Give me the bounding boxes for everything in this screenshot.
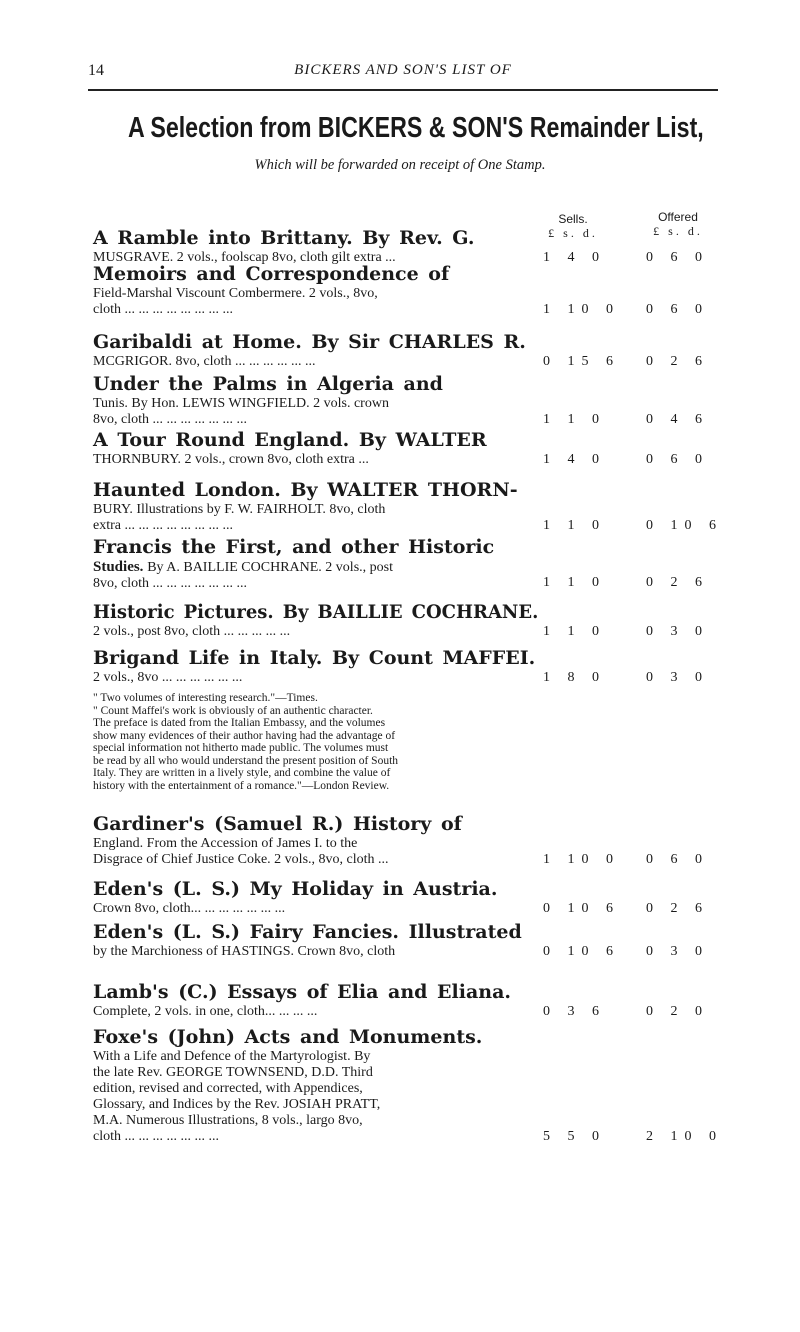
offered-price: 0 3 0 <box>646 670 709 685</box>
book-description-line: Complete, 2 vols. in one, cloth... ... ... ... <box>93 1004 318 1019</box>
review-quote-line: The preface is dated from the Italian Embassy, and the volumes <box>93 717 386 729</box>
offered-label: Offered <box>658 210 698 224</box>
book-entry <box>93 330 733 370</box>
sells-price: 1 4 0 <box>543 250 606 265</box>
sells-price: 1 1 0 <box>543 575 606 590</box>
review-quote-line: " Two volumes of interesting research."—Times. <box>93 692 318 704</box>
book-entry <box>93 535 733 592</box>
sells-price: 1 10 0 <box>543 302 620 317</box>
book-entry <box>93 600 733 640</box>
book-description-line: BURY. Illustrations by F. W. FAIRHOLT. 8vo, cloth <box>93 502 386 517</box>
offered-price: 0 2 6 <box>646 354 709 369</box>
book-description-row <box>93 559 538 576</box>
review-quote-line: be read by all who would understand the present position of South <box>93 754 399 767</box>
book-title-continuation: Studies. <box>93 559 148 575</box>
review-quote-line: history with the entertainment of a romance."—London Review. <box>93 779 390 792</box>
offered-price: 0 6 0 <box>646 250 709 265</box>
book-description-line: edition, revised and corrected, with Appendices, <box>93 1081 363 1096</box>
sells-price: 1 4 0 <box>543 452 606 467</box>
book-description-line: By A. BAILLIE COCHRANE. 2 vols., post <box>147 560 393 575</box>
book-title: Brigand Life in Italy. By Count MAFFEI. <box>93 647 536 669</box>
book-description-line: MUSGRAVE. 2 vols., foolscap 8vo, cloth gilt extra ... <box>93 250 396 265</box>
book-description-line: 8vo, cloth ... ... ... ... ... ... ... <box>93 576 247 591</box>
book-entry <box>93 646 733 792</box>
sells-price: 5 5 0 <box>543 1129 606 1144</box>
book-title: Garibaldi at Home. By Sir CHARLES R. <box>93 331 526 353</box>
offered-price: 0 3 0 <box>646 624 709 639</box>
book-description-line: England. From the Accession of James I. to the <box>93 836 358 851</box>
sells-price: 1 8 0 <box>543 670 606 685</box>
sells-price: 1 1 0 <box>543 624 606 639</box>
offered-price: 0 6 0 <box>646 852 709 867</box>
book-description-line: Tunis. By Hon. LEWIS WINGFIELD. 2 vols. crown <box>93 396 389 411</box>
book-title: Historic Pictures. By BAILLIE COCHRANE. <box>93 601 539 623</box>
offered-units: £ s. d. <box>653 224 703 238</box>
book-title: Francis the First, and other Historic <box>93 536 495 558</box>
page-number: 14 <box>88 62 104 79</box>
review-quotes <box>93 692 733 792</box>
book-description-line: THORNBURY. 2 vols., crown 8vo, cloth extra ... <box>93 452 369 467</box>
offered-price: 0 4 6 <box>646 412 709 427</box>
book-description-line: MCGRIGOR. 8vo, cloth ... ... ... ... ... ... <box>93 354 316 369</box>
book-description-line: M.A. Numerous Illustrations, 8 vols., largo 8vo, <box>93 1113 363 1128</box>
page-subtitle: Which will be forwarded on receipt of One Stamp. <box>254 157 546 173</box>
offered-price: 0 3 0 <box>646 944 709 959</box>
book-title: Eden's (L. S.) Fairy Fancies. Illustrated <box>93 921 522 943</box>
book-description-line: Glossary, and Indices by the Rev. JOSIAH PRATT, <box>93 1097 381 1112</box>
offered-price: 0 2 0 <box>646 1004 709 1019</box>
book-description-line: cloth ... ... ... ... ... ... ... ... <box>93 302 233 317</box>
header-rule <box>88 89 718 91</box>
book-entry <box>93 877 733 917</box>
sells-price: 0 10 6 <box>543 944 620 959</box>
book-entry <box>93 812 733 868</box>
offered-price: 0 6 0 <box>646 452 709 467</box>
sells-price: 0 3 6 <box>543 1004 606 1019</box>
page-title: A Selection from BICKERS & SON'S Remainder List, <box>128 112 704 144</box>
page-header <box>88 62 718 84</box>
sells-label: Sells. <box>558 212 588 226</box>
book-title: Haunted London. By WALTER THORN- <box>93 479 518 501</box>
book-title: Eden's (L. S.) My Holiday in Austria. <box>93 878 498 900</box>
book-title: Memoirs and Correspondence of <box>93 263 450 285</box>
review-quote-line: special information not hitherto made public. The volumes must <box>93 742 389 754</box>
review-quote-line: " Count Maffei's work is obviously of an authentic character. <box>93 704 373 717</box>
sells-price: 0 15 6 <box>543 354 620 369</box>
sells-price: 1 1 0 <box>543 412 606 427</box>
book-description-line: the late Rev. GEORGE TOWNSEND, D.D. Third <box>93 1065 373 1080</box>
book-title: A Ramble into Brittany. By Rev. G. <box>93 227 475 249</box>
book-description-line: cloth ... ... ... ... ... ... ... <box>93 1129 219 1144</box>
book-entry <box>93 920 733 960</box>
running-title: BICKERS AND SON'S LIST OF <box>294 62 512 78</box>
book-entry <box>93 372 733 428</box>
book-entry <box>93 262 733 318</box>
book-description-line: Disgrace of Chief Justice Coke. 2 vols., 8vo, cloth ... <box>93 852 389 867</box>
sells-units: £ s. d. <box>548 226 598 240</box>
book-entry <box>93 980 733 1020</box>
book-description-line: Field-Marshal Viscount Combermere. 2 vols., 8vo, <box>93 286 378 301</box>
offered-price: 0 2 6 <box>646 901 709 916</box>
book-description-line: extra ... ... ... ... ... ... ... ... <box>93 518 233 533</box>
book-entry <box>93 478 733 534</box>
book-description-line: 2 vols., 8vo ... ... ... ... ... ... <box>93 670 243 685</box>
book-title: Foxe's (John) Acts and Monuments. <box>93 1026 483 1048</box>
review-quote-line: Italy. They are written in a lively style, and combine the value of <box>93 767 391 779</box>
book-title: Lamb's (C.) Essays of Elia and Eliana. <box>93 981 512 1003</box>
book-description-line: With a Life and Defence of the Martyrologist. By <box>93 1049 371 1064</box>
sells-price: 0 10 6 <box>543 901 620 916</box>
book-title: A Tour Round England. By WALTER <box>93 429 487 451</box>
offered-price: 2 10 0 <box>646 1129 723 1144</box>
sells-price: 1 10 0 <box>543 852 620 867</box>
review-quote-line: show many evidences of their author having had the advantage of <box>93 729 396 742</box>
offered-price: 0 6 0 <box>646 302 709 317</box>
book-description-line: 2 vols., post 8vo, cloth ... ... ... ... ... <box>93 624 291 639</box>
offered-price: 0 2 6 <box>646 575 709 590</box>
book-entry <box>93 1025 733 1145</box>
book-title: Gardiner's (Samuel R.) History of <box>93 813 462 835</box>
book-title: Under the Palms in Algeria and <box>93 373 443 395</box>
book-description-line: by the Marchioness of HASTINGS. Crown 8vo, cloth <box>93 944 396 959</box>
book-description-line: 8vo, cloth ... ... ... ... ... ... ... <box>93 412 247 427</box>
offered-price: 0 10 6 <box>646 518 723 533</box>
sells-price: 1 1 0 <box>543 518 606 533</box>
book-entry <box>93 428 733 468</box>
book-description-line: Crown 8vo, cloth... ... ... ... ... ... ... <box>93 901 286 916</box>
book-entry <box>93 226 733 266</box>
